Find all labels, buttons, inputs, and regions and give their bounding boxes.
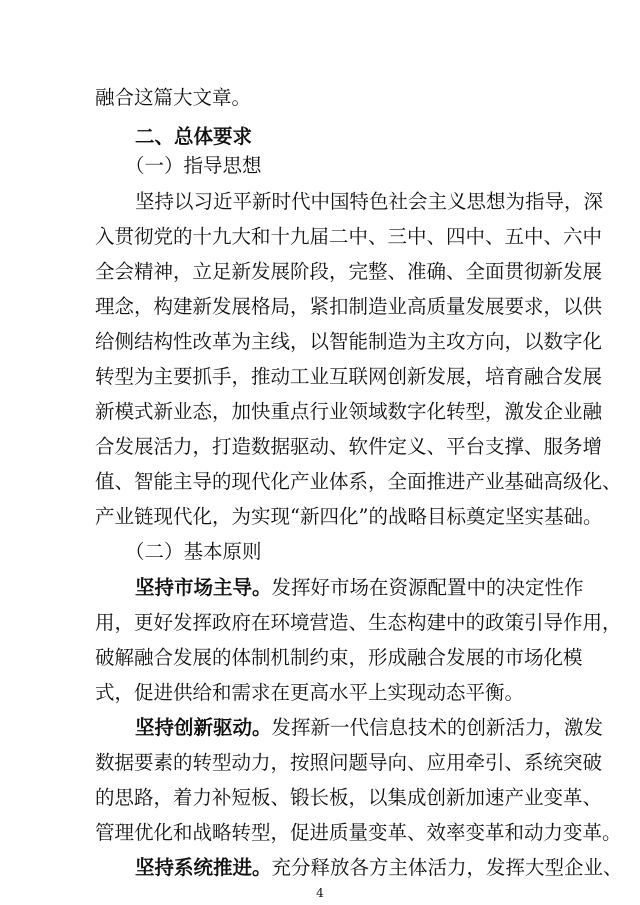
line-text: 合发展活力，打造数据驱动、软件定义、平台支撑、服务增 [95, 435, 603, 458]
subsection-heading [125, 151, 550, 181]
subsection-heading [125, 537, 550, 567]
line-text: 理念，构建新发展格局，紧扣制造业高质量发展要求，以供 [95, 295, 603, 318]
paragraph-line [95, 362, 603, 392]
principle-title: 坚持创新驱动。 [135, 716, 272, 739]
heading-text: 二、总体要求 [135, 125, 253, 148]
line-text: 数据要素的转型动力，按照问题导向、应用牵引、系统突破 [95, 751, 603, 774]
line-text: 产业链现代化，为实现“新四化”的战略目标奠定坚实基础。 [95, 505, 603, 528]
paragraph-line [95, 608, 622, 638]
paragraph-line [135, 853, 623, 883]
paragraph-line [135, 713, 604, 743]
paragraph-line [95, 222, 603, 252]
paragraph-line [95, 818, 622, 848]
paragraph-line [135, 573, 584, 603]
paragraph-line [135, 187, 604, 217]
subheading-text: （二）基本原则 [125, 540, 262, 563]
paragraph-line [95, 748, 603, 778]
line-text: 给侧结构性改革为主线，以智能制造为主攻方向，以数字化 [95, 330, 603, 353]
paragraph-line [95, 83, 550, 113]
line-text: 全会精神，立足新发展阶段，完整、准确、全面贯彻新发展 [95, 260, 603, 283]
line-text: 融合这篇大文章。 [95, 86, 252, 109]
paragraph-line [95, 257, 603, 287]
line-text: 用，更好发挥政府在环境营造、生态构建中的政策引导作用， [95, 611, 622, 634]
line-text: 坚持以习近平新时代中国特色社会主义思想为指导，深 [135, 190, 604, 213]
line-text: 新模式新业态，加快重点行业领域数字化转型，激发企业融 [95, 400, 603, 423]
paragraph-line [95, 502, 603, 532]
line-text: 充分释放各方主体活力，发挥大型企业、 [271, 856, 623, 879]
page-number: 4 [316, 886, 324, 900]
line-text: 发挥好市场在资源配置中的决定性作 [271, 576, 584, 599]
principle-title: 坚持市场主导。 [135, 576, 272, 599]
paragraph-line [95, 397, 603, 427]
principle-title: 坚持系统推进。 [135, 856, 272, 879]
paragraph-line [95, 292, 603, 322]
paragraph-line [95, 678, 550, 708]
subheading-text: （一）指导思想 [125, 154, 262, 177]
line-text: 破解融合发展的体制机制约束，形成融合发展的市场化模 [95, 646, 583, 669]
paragraph-line [95, 643, 583, 673]
line-text: 入贯彻党的十九大和十九届二中、三中、四中、五中、六中 [95, 225, 603, 248]
paragraph-line [95, 467, 622, 497]
line-text: 的思路，着力补短板、锻长板，以集成创新加速产业变革、 [95, 786, 603, 809]
paragraph-line [95, 783, 603, 813]
section-heading [135, 122, 550, 152]
line-text: 发挥新一代信息技术的创新活力，激发 [271, 716, 604, 739]
paragraph-line [95, 327, 603, 357]
paragraph-line [95, 432, 603, 462]
line-text: 式，促进供给和需求在更高水平上实现动态平衡。 [95, 681, 525, 704]
line-text: 转型为主要抓手，推动工业互联网创新发展，培育融合发展 [95, 365, 603, 388]
line-text: 值、智能主导的现代化产业体系，全面推进产业基础高级化、 [95, 470, 622, 493]
line-text: 管理优化和战略转型，促进质量变革、效率变革和动力变革。 [95, 821, 622, 844]
